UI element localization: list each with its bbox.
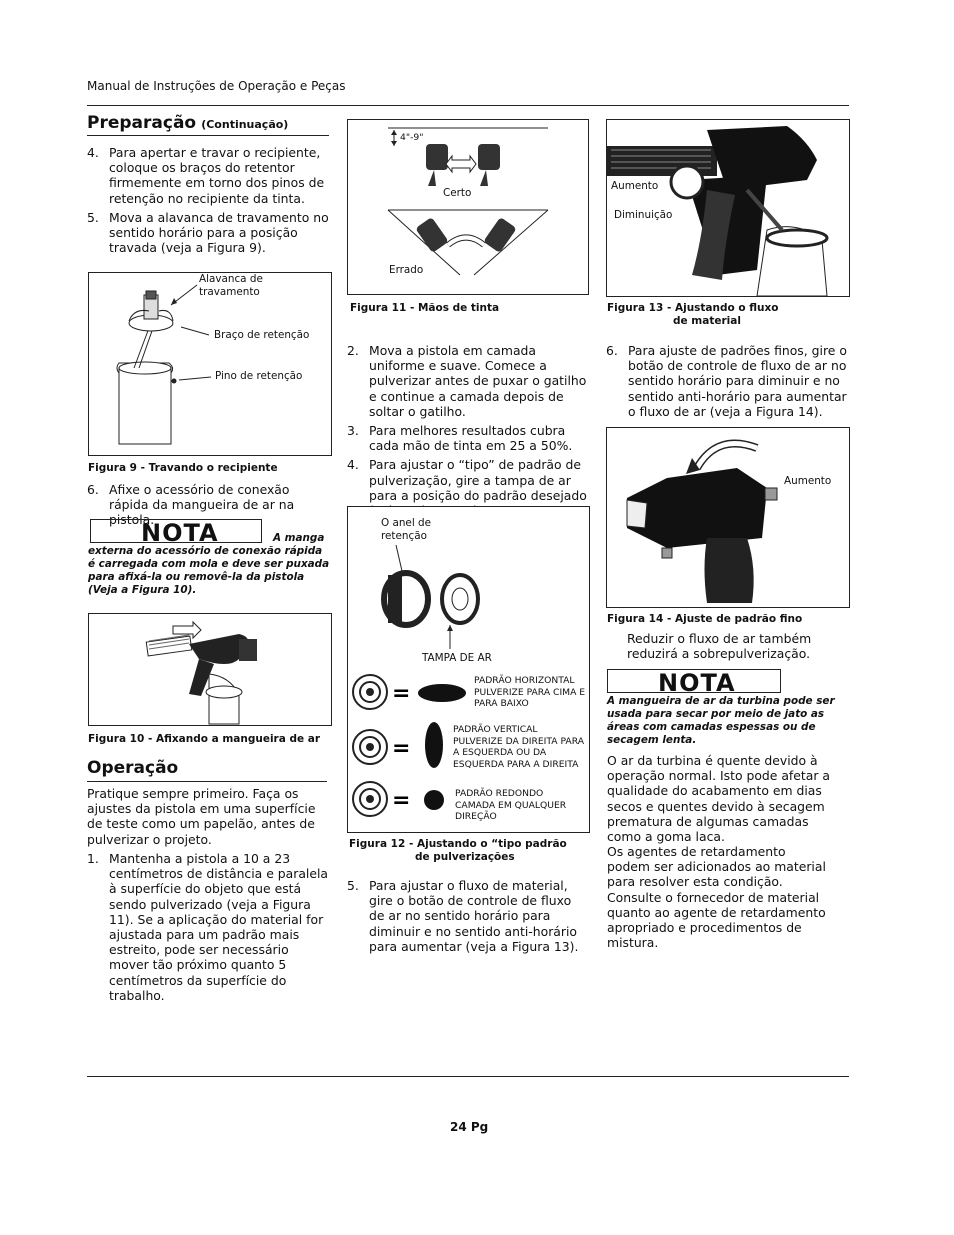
list-item: 4. Para apertar e travar o recipiente, coloque os braços do retentor firmemente em torno dos pinos de retenção no recipiente da tinta. [87, 145, 325, 206]
flow-knob-illustration [607, 120, 849, 296]
nota-text-first: A manga [273, 532, 325, 544]
list-item: 6. Afixe o acessório de conexão rápida da mangueira de ar na pistola. [87, 482, 295, 528]
nota-text: A mangueira de ar da turbina pode ser usada para secar por meio de jato as áreas com camadas espessas ou de secagem lenta. [607, 695, 835, 746]
svg-text:=: = [392, 681, 411, 706]
figure-14-caption: Figura 14 - Ajuste de padrão fino [607, 613, 803, 625]
footer-rule [87, 1076, 849, 1077]
label-increase: Aumento [784, 475, 832, 487]
section-title: Operação [87, 758, 179, 778]
label-pattern-horizontal: PADRÃO HORIZONTAL PULVERIZE PARA CIMA E PARA BAIXO [474, 675, 586, 709]
after-figure-14-text: Reduzir o fluxo de ar também reduzirá a sobrepulverização. [627, 631, 812, 662]
list-item: 5. Mova a alavanca de travamento no sentido horário para a posição travada (veja a Figura 9). [87, 209, 329, 256]
label-increase: Aumento [611, 180, 659, 192]
figure-10-caption: Figura 10 - Afixando a mangueira de ar [88, 733, 321, 745]
figure-12-caption-line1: Figura 12 - Ajustando o “tipo padrão [349, 838, 567, 850]
list-item: 5. Para ajustar o fluxo de material, gire o botão de controle de fluxo de ar no sentido horário para diminuir e no sentido anti-horário para aumentar (veja a Figura 13). [347, 878, 579, 954]
figure-12-spray-patterns [347, 506, 590, 833]
nota-text: externa do acessório de conexão rápida é carregada com mola e deve ser puxada para afixá-la ou removê-la da pistola (Veja a Figura 10). [88, 545, 330, 596]
label-pattern-round: PADRÃO REDONDO CAMADA EM QUALQUER DIREÇÃO [455, 788, 567, 822]
list-item: 2. Mova a pistola em camada uniforme e suave. Comece a pulverizar antes de puxar o gatilho e continue a camada depois de soltar o gatilho. [347, 343, 587, 419]
header-rule [87, 105, 849, 106]
figure-13-caption-line2: de material [673, 315, 741, 327]
fine-adjust-illustration [607, 428, 849, 607]
section-title: Preparação [87, 113, 197, 133]
label-decrease: Diminuição [614, 209, 673, 221]
passes-illustration [348, 120, 588, 294]
nota-box: NOTA [607, 669, 781, 693]
figure-9-container-lock [88, 272, 332, 456]
list-item: 6. Para ajuste de padrões finos, gire o botão de controle de fluxo de ar no sentido horário para diminuir e no sentido anti-horário para aumentar o fluxo de ar (veja a Figura 14). [606, 343, 847, 419]
label-wrong: Errado [389, 264, 424, 276]
prep-steps-list [87, 145, 329, 259]
svg-text:=: = [392, 788, 411, 813]
label-pin: Pino de retenção [215, 370, 303, 382]
section-heading-operacao [87, 758, 327, 782]
turbine-air-paragraph: O ar da turbina é quente devido à operação normal. Isto pode afetar a qualidade do acabamento em dias secos e quentes devido à secagem prematura de algumas camadas como a goma laca. [607, 753, 830, 845]
container-illustration [89, 273, 331, 455]
figure-12-caption-line2: de pulverizações [415, 851, 515, 863]
op-steps-2-4-list [347, 343, 589, 522]
page-number: 24 Pg [450, 1120, 489, 1134]
section-heading-preparacao [87, 113, 329, 136]
op-step-6-list [606, 343, 848, 423]
figure-9-caption: Figura 9 - Travando o recipiente [88, 462, 278, 474]
figure-13-caption-line1: Figura 13 - Ajustando o fluxo [607, 302, 779, 314]
operacao-intro: Pratique sempre primeiro. Faça os ajustes da pistola em uma superfície de teste como um papelão, antes de pulverizar o projeto. [87, 786, 316, 847]
label-pattern-vertical: PADRÃO VERTICAL PULVERIZE DA DIREITA PARA A ESQUERDA OU DA ESQUERDA PARA A DIREITA [453, 724, 585, 770]
label-air-cap: TAMPA DE AR [422, 652, 492, 664]
figure-10-hose-attach [88, 613, 332, 726]
figure-11-paint-passes [347, 119, 589, 295]
retarder-paragraph: Os agentes de retardamento podem ser adicionados ao material para resolver esta condição. Consulte o fornecedor de material quanto ao agente de retardamento apropriado e procedimentos de mistura. [607, 844, 826, 951]
list-item: 1. Mantenha a pistola a 10 a 23 centímetros de distância e paralela à superfície do objeto que está sendo pulverizado (veja a Figura 11). Se a aplicação do material for ajustada para um padrão mais estreito, pode ser necessário mover tão próximo quanto 5 centímetros da superfície do trabalho. [87, 851, 329, 1003]
list-item: 3. Para melhores resultados cubra cada mão de tinta em 25 a 50%. [347, 423, 573, 454]
op-step-1-list [87, 851, 329, 1007]
list-item: 4. Para ajustar o “tipo” de padrão de pulverização, gire a tampa de ar para a posição do padrão desejado [347, 457, 587, 503]
running-header: Manual de Instruções de Operação e Peças [87, 79, 346, 93]
patterns-illustration [348, 507, 589, 832]
figure-11-caption: Figura 11 - Mãos de tinta [350, 302, 500, 314]
svg-text:=: = [392, 736, 411, 761]
label-distance: 4"-9" [400, 132, 424, 143]
section-subtitle: (Continuação) [201, 118, 289, 131]
op-step-5-list [347, 878, 589, 958]
label-lever: Alavanca de travamento [199, 273, 263, 298]
label-retaining-ring: O anel de retenção [381, 517, 432, 542]
label-arm: Braço de retenção [214, 329, 310, 341]
spray-gun-hose-illustration [89, 614, 331, 725]
label-right: Certo [443, 187, 472, 199]
figure-13-material-flow [606, 119, 850, 297]
figure-14-fine-pattern [606, 427, 850, 608]
nota-box: NOTA [90, 519, 262, 543]
